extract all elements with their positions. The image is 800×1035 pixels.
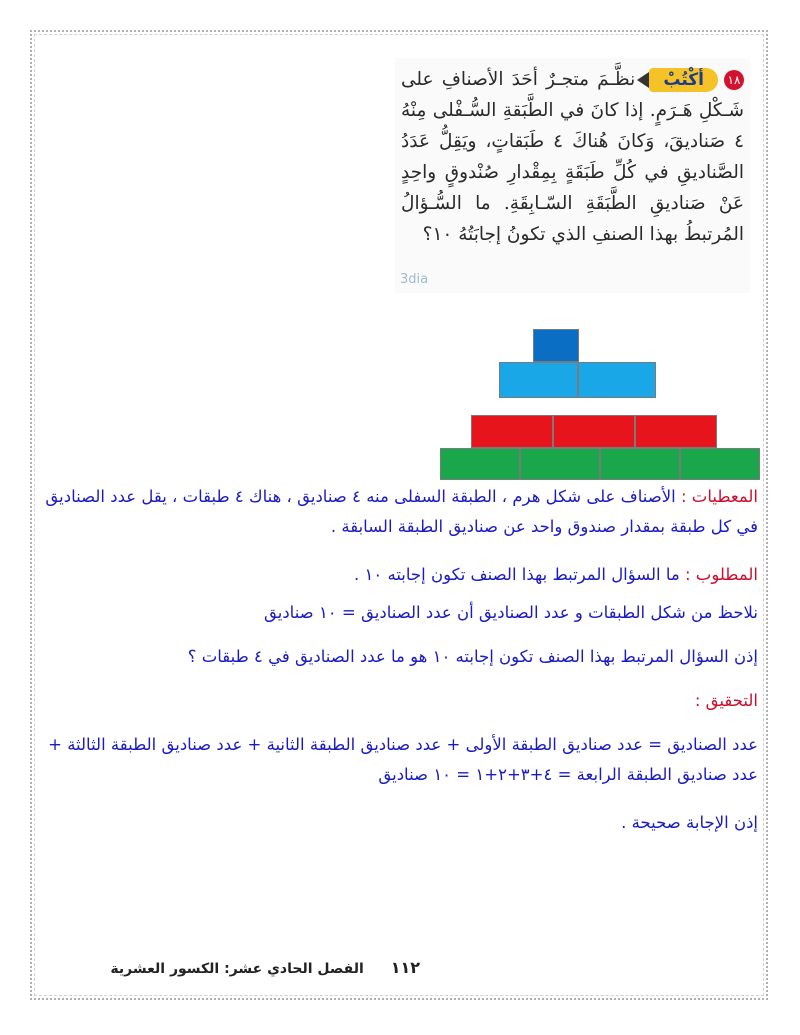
page-number: ١١٢ — [390, 958, 420, 977]
final-line: إذن الإجابة صحيحة . — [621, 813, 758, 832]
pyramid-box-bottom-1 — [440, 448, 520, 480]
watermark: 3dia — [400, 272, 429, 287]
required-section — [40, 560, 758, 590]
pyramid-box-bottom-3 — [600, 448, 680, 480]
pyramid-box-second-1 — [499, 362, 578, 398]
chapter-label: الفصل الحادي عشر: — [224, 961, 364, 977]
box-pyramid — [0, 0, 800, 480]
given-text: الأصناف على شكل هرم ، الطبقة السفلى منه ٤ صناديق ، هناك ٤ طبقات ، يقل عدد الصناديق في كل طبقة بمقدار صندوق واحد عن صناديق الطبقة السابقة . — [45, 487, 758, 536]
pyramid-box-top-1 — [533, 329, 579, 362]
conclusion-line: إذن السؤال المرتبط بهذا الصنف تكون إجابته ١٠ هو ما عدد الصناديق في ٤ طبقات ؟ — [187, 647, 758, 666]
required-text: ما السؤال المرتبط بهذا الصنف تكون إجابته ١٠ . — [354, 565, 685, 584]
pyramid-box-bottom-4 — [680, 448, 760, 480]
pyramid-box-third-2 — [553, 415, 635, 448]
given-section — [40, 482, 758, 542]
check-text: عدد الصناديق = عدد صناديق الطبقة الأولى + عدد صناديق الطبقة الثانية + عدد صناديق الطبقة الثالثة + عدد صناديق الطبقة الرابعة = ٤+٣+٢+١ = ١٠ صناديق — [48, 735, 758, 784]
given-label: المعطيات : — [681, 487, 758, 506]
chapter-title: الكسور العشرية — [110, 961, 220, 977]
problem-text: نظَّـمَ متجـرٌ أحَدَ الأصنافِ على شَـكْلِ هَـرَمٍ. إذا كانَ في الطَّبَقةِ السُّـفْلى مِنْهُ ٤ صَناديقَ، وَكانَ هُناكَ ٤ طَبَقاتٍ، ويَقِلُّ عَدَدُ الصَّناديقِ في كُلِّ طَبَقَةٍ بِمِقْدارِ صُنْدوقٍ واحِدٍ عَنْ صَناديقِ الطَّبَقَةِ السّـابِقَةِ. ما السُّـؤالُ المُرتبطُ بهذا الصنفِ الذي تكونُ إجابَتُهُ ١٠؟ — [401, 69, 744, 245]
page-footer — [60, 958, 420, 977]
pyramid-box-second-2 — [578, 362, 656, 398]
pyramid-box-third-1 — [471, 415, 553, 448]
required-label: المطلوب : — [684, 565, 758, 584]
pyramid-box-third-3 — [635, 415, 717, 448]
check-label: التحقيق : — [694, 691, 758, 710]
note-line: نلاحظ من شكل الطبقات و عدد الصناديق أن عدد الصناديق = ١٠ صناديق — [263, 603, 758, 622]
pyramid-box-bottom-2 — [520, 448, 600, 480]
write-tag: أكْتُبْ — [649, 68, 718, 92]
problem-number: ١٨ — [724, 70, 744, 90]
